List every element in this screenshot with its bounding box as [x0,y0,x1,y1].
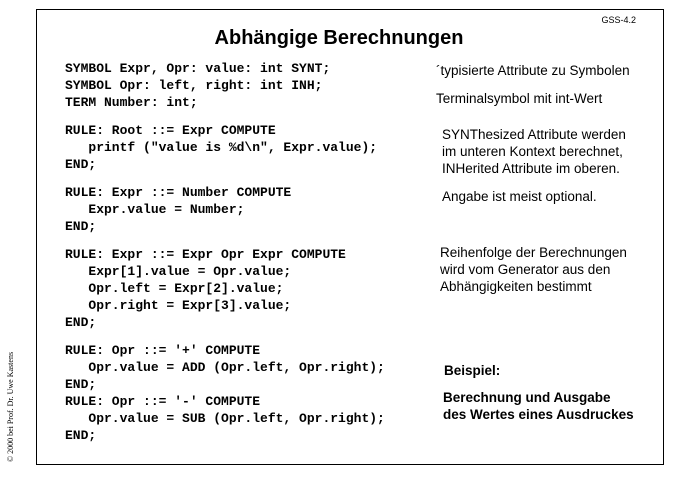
note-terminal-symbol: Terminalsymbol mit int-Wert [436,91,603,106]
copyright-notice: © 2000 bei Prof. Dr. Uwe Kastens [6,351,15,462]
code-block-rule-opr: RULE: Opr ::= '+' COMPUTE Opr.value = ADD (Opr.left, Opr.right); END; RULE: Opr ::= '-' COMPUTE Opr.value = SUB (Opr.left, Opr.right); END; [65,343,385,443]
code-block-rule-expr-opr-expr: RULE: Expr ::= Expr Opr Expr COMPUTE Expr[1].value = Opr.value; Opr.left = Expr[2].value; Opr.right = Expr[3].value; END; [65,247,346,330]
slide-id: GSS-4.2 [601,15,636,25]
note-synt-inh: SYNThesized Attribute werden im unteren Kontext berechnet, INHerited Attribute im oberen. [442,127,626,176]
note-optional: Angabe ist meist optional. [442,189,597,204]
example-label: Beispiel: [444,363,501,378]
page-title: Abhängige Berechnungen [214,27,464,49]
note-typed-attributes: ´typisierte Attribute zu Symbolen [436,63,630,78]
note-evaluation-order: Reihenfolge der Berechnungen wird vom Generator aus den Abhängigkeiten bestimmt [440,245,627,294]
code-block-symbols: SYMBOL Expr, Opr: value: int SYNT; SYMBOL Opr: left, right: int INH; TERM Number: int; [65,61,331,110]
example-description: Berechnung und Ausgabe des Wertes eines Ausdruckes [443,390,634,422]
code-block-rule-expr-number: RULE: Expr ::= Number COMPUTE Expr.value = Number; END; [65,185,292,234]
code-block-rule-root: RULE: Root ::= Expr COMPUTE printf ("value is %d\n", Expr.value); END; [65,123,378,172]
